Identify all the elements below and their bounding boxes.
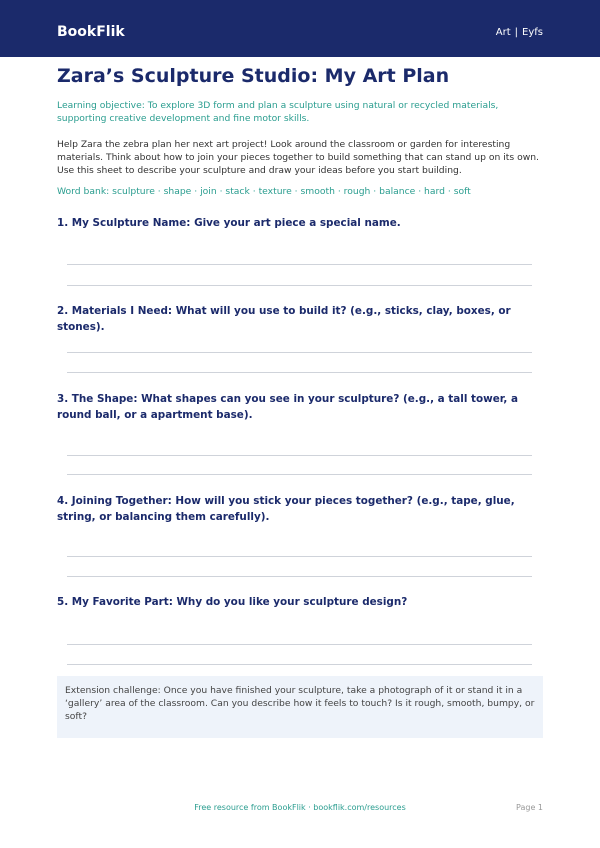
answer-line-4b[interactable] [67,576,532,577]
answer-line-4a[interactable] [67,556,532,557]
answer-line-3a[interactable] [67,455,532,456]
question-3: 3. The Shape: What shapes can you see in your sculpture? (e.g., a tall tower, a round ball, or a apartment base). [57,393,518,421]
question-1: 1. My Sculpture Name: Give your art piece a special name. [57,217,401,229]
answer-line-5a[interactable] [67,644,532,645]
level-tag: Eyfs [522,27,543,38]
word-bank: Word bank: sculpture · shape · join · stack · texture · smooth · rough · balance · hard · soft [57,186,471,197]
answer-line-2b[interactable] [67,372,532,373]
extension-challenge-box [57,676,543,738]
answer-line-5b[interactable] [67,664,532,665]
page-number: Page 1 [516,803,543,812]
answer-line-1a[interactable] [67,264,532,265]
header-tags [496,26,543,40]
question-4: 4. Joining Together: How will you stick your pieces together? (e.g., tape, glue, string, or balancing them carefully). [57,495,515,523]
page-title: Zara’s Sculpture Studio: My Art Plan [57,65,450,87]
tag-separator: | [514,27,519,38]
question-5: 5. My Favorite Part: Why do you like your sculpture design? [57,596,408,608]
answer-line-1b[interactable] [67,285,532,286]
intro-text: Help Zara the zebra plan her next art project! Look around the classroom or garden for interesting materials. Think about how to join your pieces together to build something that can stand up on its own. Use this sheet to describe your sculpture and draw your ideas before you start building. [57,139,539,176]
footer-credit[interactable]: Free resource from BookFlik · bookflik.com/resources [194,803,406,812]
learning-objective: Learning objective: To explore 3D form and plan a sculpture using natural or recycled materials, supporting creative development and fine motor skills. [57,100,499,124]
extension-text: Extension challenge: Once you have finished your sculpture, take a photograph of it or stand it in a ‘gallery’ area of the classroom. Can you describe how it feels to touch? Is it rough, smooth, bumpy, or soft? [65,685,535,722]
subject-tag: Art [495,27,511,38]
answer-line-3b[interactable] [67,474,532,475]
question-2: 2. Materials I Need: What will you use to build it? (e.g., sticks, clay, boxes, or stones). [57,305,511,333]
answer-line-2a[interactable] [67,352,532,353]
header-bar [0,0,600,57]
brand-logo[interactable]: BookFlik [57,24,125,40]
